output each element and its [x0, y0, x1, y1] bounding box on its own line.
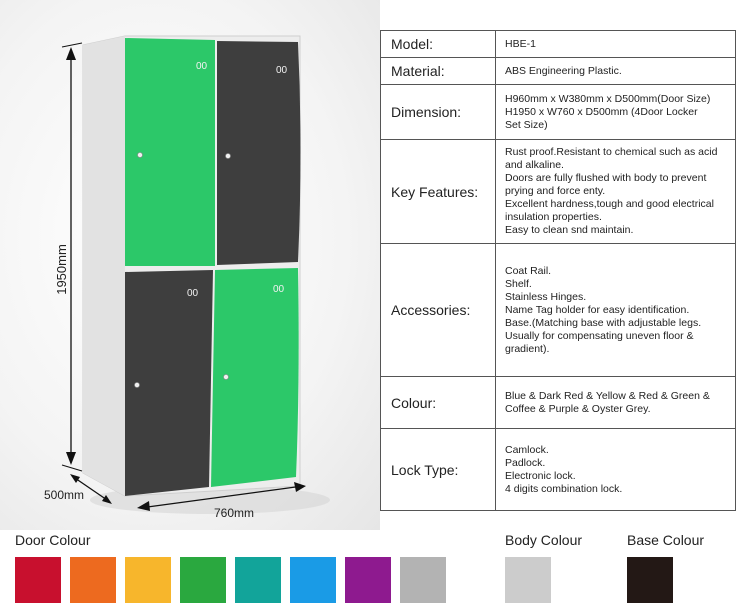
- spec-value: [496, 377, 736, 429]
- spec-row-dimension: [381, 85, 736, 140]
- spec-label: Dimension:: [381, 85, 496, 140]
- spec-value: [496, 140, 736, 244]
- spec-value-line: Doors are fully flushed with body to prevent: [505, 172, 707, 184]
- spec-value-line: Base.(Matching base with adjustable legs.: [505, 316, 702, 329]
- door-colour-title: Door Colour: [15, 532, 91, 548]
- spec-value-line: 4 digits combination lock.: [505, 482, 623, 495]
- door-colour-swatch: [15, 557, 61, 603]
- lock-icon: [135, 383, 140, 388]
- spec-value-line: ABS Engineering Plastic.: [505, 64, 622, 77]
- height-tick-bottom: [62, 465, 82, 471]
- locker-side-panel: [83, 36, 125, 496]
- lock-icon: [138, 153, 143, 158]
- spec-value-line: H960mm x W380mm x D500mm(Door Size): [505, 92, 711, 105]
- spec-value-line: Usually for compensating uneven floor &: [505, 329, 694, 342]
- door-number-bottom-left: 00: [187, 288, 199, 299]
- spec-value-line: Shelf.: [505, 277, 532, 290]
- spec-row-model: [381, 31, 736, 58]
- spec-row-lock-type: [381, 429, 736, 511]
- spec-row-colour: [381, 377, 736, 429]
- spec-value: [496, 85, 736, 140]
- spec-value-line: HBE-1: [505, 37, 536, 50]
- door-colour-swatch: [345, 557, 391, 603]
- base-colour-title: Base Colour: [627, 532, 705, 548]
- spec-value-line: and alkaline.: [505, 159, 564, 171]
- door-colour-swatch: [400, 557, 446, 603]
- spec-label: Lock Type:: [381, 429, 496, 511]
- door-colour-swatch: [70, 557, 116, 603]
- spec-value-line: Rust proof.Resistant to chemical such as acid: [505, 146, 718, 158]
- spec-value: [496, 244, 736, 377]
- spec-value-line: Excellent hardness,tough and good electrical: [505, 198, 714, 210]
- spec-value-line: Electronic lock.: [505, 469, 576, 482]
- spec-value: [496, 31, 736, 58]
- spec-value-line: insulation properties.: [505, 211, 602, 223]
- depth-dimension-label: 500mm: [44, 488, 85, 502]
- base-colour-swatch: [627, 557, 673, 603]
- spec-value-line: Name Tag holder for easy identification.: [505, 303, 690, 316]
- spec-value-line: Set Size): [505, 118, 548, 131]
- door-colour-swatch: [180, 557, 226, 603]
- spec-row-material: [381, 58, 736, 85]
- specification-table: [380, 30, 736, 511]
- spec-value-line: Stainless Hinges.: [505, 290, 587, 303]
- spec-value-line: Blue & Dark Red & Yellow & Red & Green &: [505, 389, 710, 402]
- arrow-left-icon: [70, 474, 80, 483]
- body-colour-swatch: [505, 557, 551, 603]
- spec-row-key-features: [381, 140, 736, 244]
- spec-label: Material:: [381, 58, 496, 85]
- door-number-bottom-right: 00: [273, 284, 285, 295]
- spec-value-line: gradient).: [505, 342, 550, 355]
- spec-value-line: prying and force enty.: [505, 185, 606, 197]
- lock-icon: [224, 375, 229, 380]
- spec-value: [496, 429, 736, 511]
- spec-row-accessories: [381, 244, 736, 377]
- height-dimension-label: 1950mm: [53, 244, 69, 295]
- spec-value: [496, 58, 736, 85]
- spec-label: Key Features:: [381, 140, 496, 244]
- spec-value-line: Coat Rail.: [505, 264, 552, 277]
- spec-label: Model:: [381, 31, 496, 58]
- spec-label: Colour:: [381, 377, 496, 429]
- body-colour-title: Body Colour: [505, 532, 583, 548]
- spec-value-line: Easy to clean snd maintain.: [505, 224, 634, 236]
- door-number-top-right: 00: [276, 65, 288, 76]
- arrow-down-icon: [66, 452, 76, 465]
- spec-label: Accessories:: [381, 244, 496, 377]
- door-colour-swatch: [235, 557, 281, 603]
- door-number-top-left: 00: [196, 61, 208, 72]
- lock-icon: [226, 154, 231, 159]
- spec-value-line: Camlock.: [505, 443, 549, 456]
- spec-value-line: Padlock.: [505, 456, 546, 469]
- door-top-left: [125, 38, 215, 266]
- door-top-right: [217, 41, 301, 265]
- spec-value-line: H1950 x W760 x D500mm (4Door Locker: [505, 105, 698, 118]
- door-colour-swatch: [125, 557, 171, 603]
- door-colour-swatch: [290, 557, 336, 603]
- width-dimension-label: 760mm: [214, 506, 255, 520]
- height-tick-top: [62, 43, 82, 47]
- spec-value-line: Coffee & Purple & Oyster Grey.: [505, 402, 651, 415]
- arrow-up-icon: [66, 47, 76, 60]
